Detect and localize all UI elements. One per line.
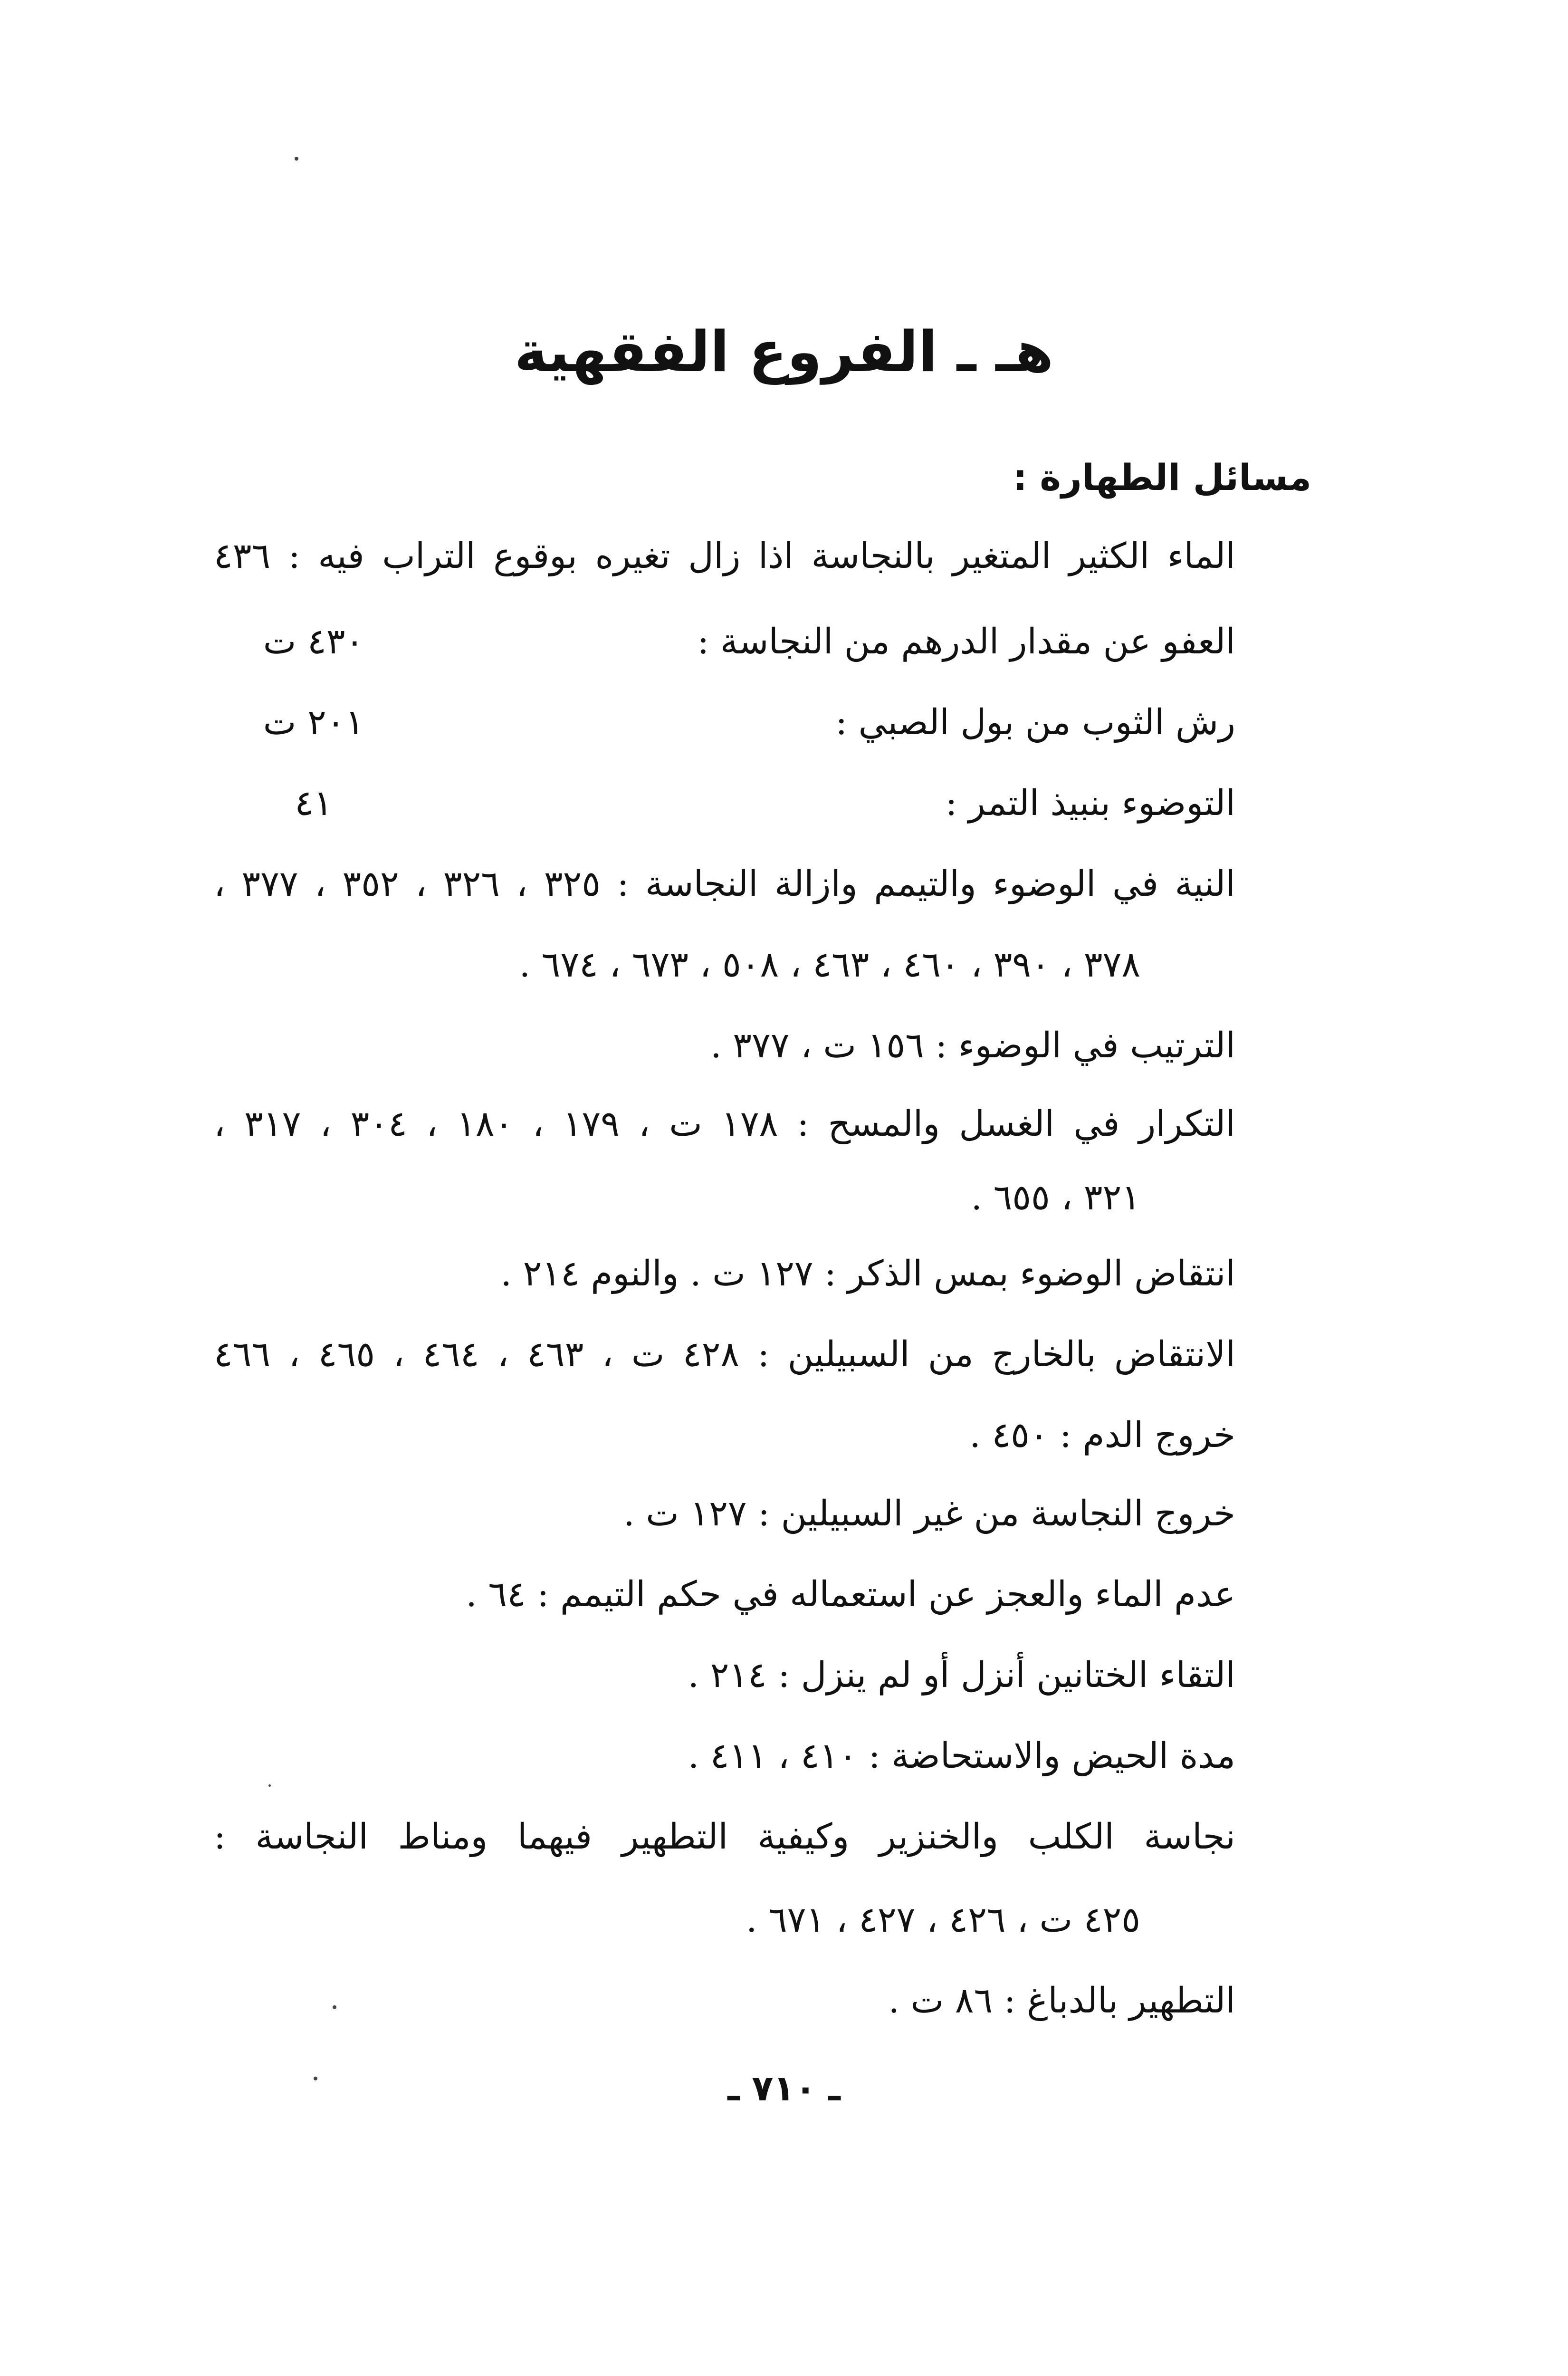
scan-speck xyxy=(268,1784,271,1787)
index-entry xyxy=(214,696,1235,748)
index-entry xyxy=(214,1328,1235,1380)
entry-page-ref: ٢٠١ ت xyxy=(263,702,364,743)
index-entry xyxy=(214,1247,1235,1300)
index-entry-continuation xyxy=(214,939,1140,991)
index-entry xyxy=(214,858,1235,910)
entry-text: الترتيب في الوضوء : ١٥٦ ت ، ٣٧٧ . xyxy=(710,1025,1235,1066)
index-entry xyxy=(214,1649,1235,1701)
entry-text: التوضوء بنبيذ التمر : xyxy=(945,783,1235,824)
index-entry xyxy=(214,1487,1235,1540)
entry-text: الانتقاض بالخارج من السبيلين : ٤٢٨ ت ، ٤٦٣ ، ٤٦٤ ، ٤٦٥ ، ٤٦٦ xyxy=(214,1334,1235,1375)
index-entry-continuation xyxy=(214,1171,1140,1224)
entry-text: ٣٢١ ، ٦٥٥ . xyxy=(971,1177,1140,1218)
entry-text: انتقاض الوضوء بمس الذكر : ١٢٧ ت . والنوم ٢١٤ . xyxy=(500,1253,1235,1294)
scan-speck xyxy=(295,157,298,161)
entry-text: الماء الكثير المتغير بالنجاسة اذا زال تغيره بوقوع التراب فيه : ٤٣٦ xyxy=(214,536,1235,576)
entry-text: عدم الماء والعجز عن استعماله في حكم التيمم : ٦٤ . xyxy=(466,1574,1235,1615)
index-entry xyxy=(214,530,1235,582)
index-entry xyxy=(214,615,1235,668)
entry-text: خروج الدم : ٤٥٠ . xyxy=(969,1415,1235,1456)
index-entry xyxy=(214,1811,1235,1863)
entry-page-ref: ٤١ xyxy=(295,783,333,824)
entry-text: نجاسة الكلب والخنزير وكيفية التطهير فيهما ومناط النجاسة : xyxy=(214,1816,1235,1857)
entry-text: التكرار في الغسل والمسح : ١٧٨ ت ، ١٧٩ ، ١٨٠ ، ٣٠٤ ، ٣١٧ ، xyxy=(214,1103,1235,1144)
page-number: ـ ٧١٠ ـ xyxy=(727,2068,841,2109)
page-heading: هـ ـ الفروع الفقهية xyxy=(514,319,1054,384)
entry-page-ref: ٤٣٠ ت xyxy=(263,621,364,662)
index-entry-continuation xyxy=(214,1894,1140,1946)
index-entry xyxy=(214,1098,1235,1150)
entry-text: خروج النجاسة من غير السبيلين : ١٢٧ ت . xyxy=(623,1493,1235,1534)
index-entry xyxy=(214,1730,1235,1782)
entry-text: رش الثوب من بول الصبي : xyxy=(835,702,1235,743)
index-entry xyxy=(214,1409,1235,1461)
entry-text: التقاء الختانين أنزل أو لم ينزل : ٢١٤ . xyxy=(688,1655,1235,1696)
entry-text: العفو عن مقدار الدرهم من النجاسة : xyxy=(697,621,1235,662)
index-entry xyxy=(214,1568,1235,1620)
index-entry xyxy=(214,777,1235,829)
entry-text: التطهير بالدباغ : ٨٦ ت . xyxy=(888,1980,1235,2021)
entry-text: النية في الوضوء والتيمم وازالة النجاسة : ٣٢٥ ، ٣٢٦ ، ٣٥٢ ، ٣٧٧ ، xyxy=(214,863,1235,904)
section-label: مسائل الطهارة : xyxy=(1013,456,1311,498)
entry-text: مدة الحيض والاستحاضة : ٤١٠ ، ٤١١ . xyxy=(688,1735,1235,1776)
index-entry xyxy=(214,1019,1235,1072)
entry-text: ٤٢٥ ت ، ٤٢٦ ، ٤٢٧ ، ٦٧١ . xyxy=(746,1899,1140,1940)
index-entry xyxy=(214,1974,1235,2027)
entry-text: ٣٧٨ ، ٣٩٠ ، ٤٦٠ ، ٤٦٣ ، ٥٠٨ ، ٦٧٣ ، ٦٧٤ . xyxy=(519,944,1140,985)
